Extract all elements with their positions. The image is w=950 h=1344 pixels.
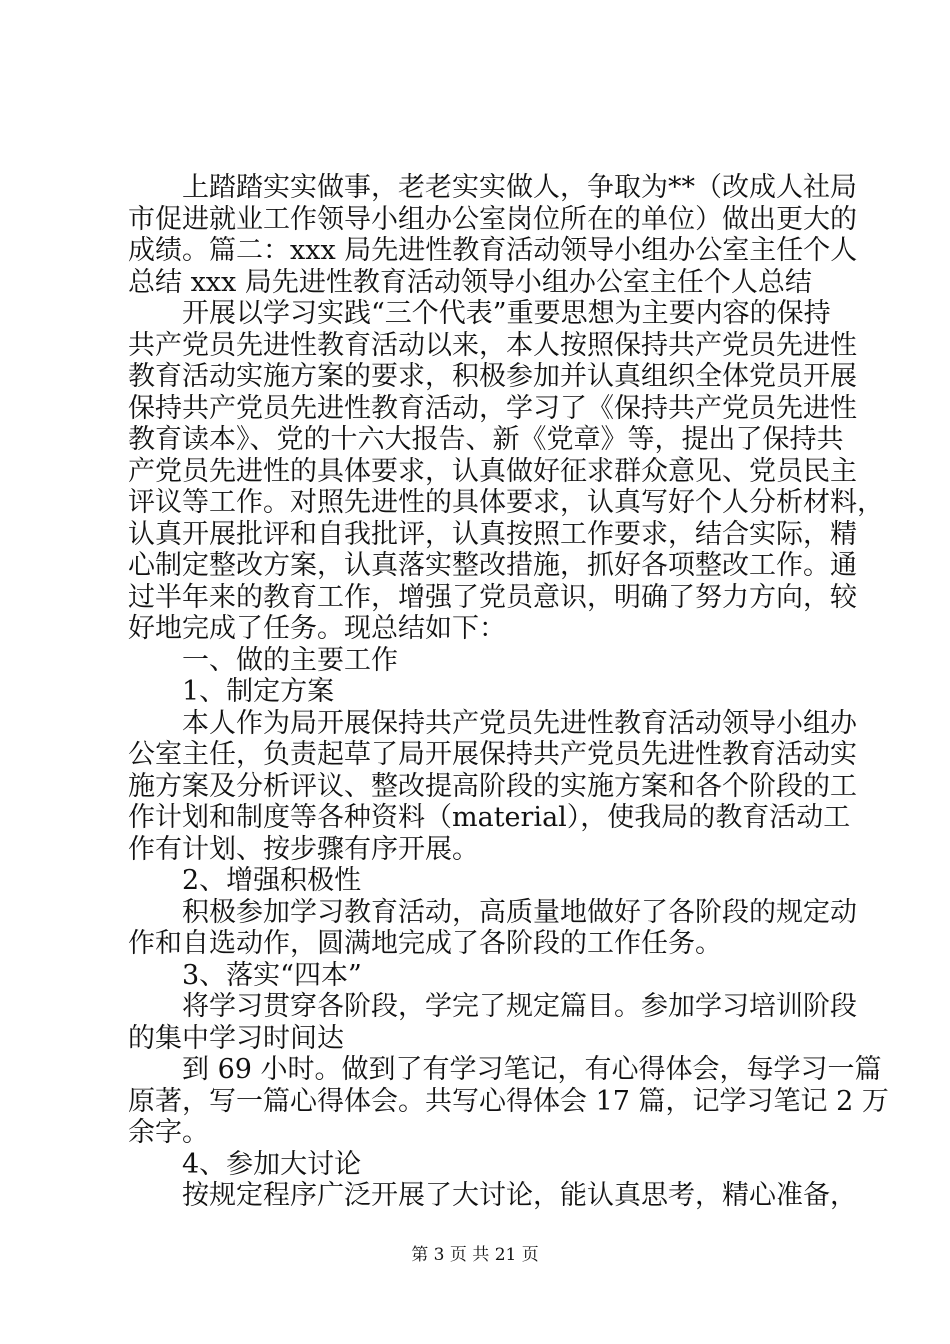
text-line: 教育读本》、党的十六大报告、新《党章》等，提出了保持共: [128, 424, 844, 455]
text-line: 公室主任，负责起草了局开展保持共产党员先进性教育活动实: [128, 739, 857, 770]
text-line: 开展以学习实践“三个代表”重要思想为主要内容的保持: [182, 298, 831, 329]
text-line: 作有计划、按步骤有序开展。: [128, 833, 479, 865]
subsection-heading: 1、制定方案: [182, 676, 335, 707]
text-line: 到 69 小时。做到了有学习笔记，有心得体会，每学习一篇: [182, 1054, 882, 1085]
text-line: 保持共产党员先进性教育活动，学习了《保持共产党员先进性: [128, 392, 857, 424]
text-line: 市促进就业工作领导小组办公室岗位所在的单位）做出更大的: [128, 203, 857, 235]
text-line: 共产党员先进性教育活动以来，本人按照保持共产党员先进性: [128, 329, 857, 361]
subsection-heading: 2、增强积极性: [182, 865, 362, 896]
text-line: 原著，写一篇心得体会。共写心得体会 17 篇，记学习笔记 2 万: [128, 1085, 889, 1117]
text-line: 按规定程序广泛开展了大讨论，能认真思考，精心准备，: [182, 1180, 857, 1211]
text-line: 过半年来的教育工作，增强了党员意识，明确了努力方向，较: [128, 581, 857, 613]
page-footer: [0, 1245, 950, 1265]
text-line: 本人作为局开展保持共产党员先进性教育活动领导小组办: [182, 707, 857, 739]
text-line: 产党员先进性的具体要求，认真做好征求群众意见、党员民主: [128, 455, 857, 487]
section-heading: 一、做的主要工作: [182, 644, 398, 676]
text-line: 的集中学习时间达: [128, 1022, 344, 1054]
text-line: 好地完成了任务。现总结如下：: [128, 613, 506, 644]
subsection-heading: 3、落实“四本”: [182, 959, 362, 991]
text-line: 余字。: [128, 1117, 209, 1148]
text-line: 施方案及分析评议、整改提高阶段的实施方案和各个阶段的工: [128, 770, 857, 802]
text-line: 作计划和制度等各种资料（material），使我局的教育活动工: [128, 802, 851, 833]
text-line: 作和自选动作，圆满地完成了各阶段的工作任务。: [128, 928, 722, 959]
subsection-heading: 4、参加大讨论: [182, 1148, 362, 1180]
text-line: 总结 xxx 局先进性教育活动领导小组办公室主任个人总结: [128, 266, 812, 298]
text-line: 上踏踏实实做事，老老实实做人，争取为**（改成人社局: [182, 172, 857, 203]
text-line: 将学习贯穿各阶段，学完了规定篇目。参加学习培训阶段: [182, 991, 857, 1022]
text-line: 成绩。篇二：xxx 局先进性教育活动领导小组办公室主任个人: [128, 235, 858, 266]
text-line: 评议等工作。对照先进性的具体要求，认真写好个人分析材料，: [128, 487, 884, 518]
text-line: 教育活动实施方案的要求，积极参加并认真组织全体党员开展: [128, 361, 857, 392]
text-line: 积极参加学习教育活动，高质量地做好了各阶段的规定动: [182, 896, 857, 928]
text-line: 心制定整改方案，认真落实整改措施，抓好各项整改工作。通: [128, 550, 857, 581]
page-number-label: 第 3 页 共 21 页: [411, 1245, 539, 1265]
document-body: [128, 172, 889, 1212]
text-line: 认真开展批评和自我批评，认真按照工作要求，结合实际，精: [128, 518, 857, 550]
